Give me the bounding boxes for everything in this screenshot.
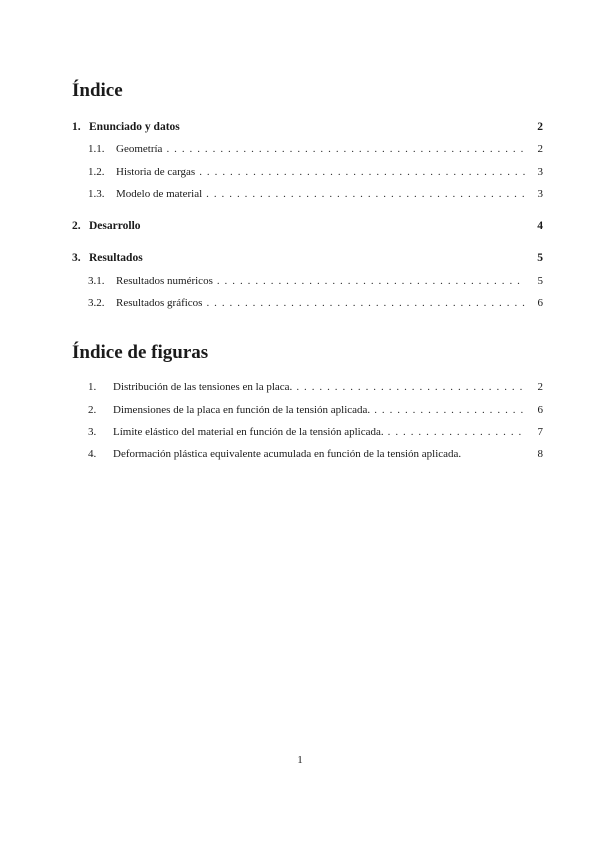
- toc-entry-number: 3.2.: [88, 297, 105, 309]
- toc-entry-number: 3.: [72, 252, 81, 264]
- lof-entry-1[interactable]: [88, 381, 543, 393]
- toc-entry-number: 1.1.: [88, 143, 105, 155]
- toc-entry-text: Enunciado y datos: [89, 121, 180, 133]
- lof-entry-4[interactable]: [88, 448, 543, 460]
- lof-entry-number: 1.: [88, 381, 97, 393]
- toc-entry-1-1[interactable]: [88, 143, 543, 155]
- lof-entry-text: Dimensiones de la placa en función de la tensión aplicada.: [113, 404, 371, 416]
- toc-entry-page: 5: [537, 275, 543, 287]
- lof-entry-page: 8: [537, 448, 543, 460]
- toc-entry-3-2[interactable]: [88, 297, 543, 309]
- toc-leader: [166, 143, 525, 155]
- lof-entry-number: 4.: [88, 448, 97, 460]
- lof-title: Índice de figuras: [72, 342, 209, 363]
- toc-entry-2[interactable]: [72, 220, 543, 232]
- lof-entry-number: 3.: [88, 426, 97, 438]
- lof-entry-number: 2.: [88, 404, 97, 416]
- toc-leader: [217, 275, 525, 287]
- toc-entry-page: 3: [537, 188, 543, 200]
- toc-entry-text: Geometría: [116, 143, 163, 155]
- toc-entry-number: 3.1.: [88, 275, 105, 287]
- toc-entry-3[interactable]: [72, 252, 543, 264]
- toc-entry-1-3[interactable]: [88, 188, 543, 200]
- lof-entry-2[interactable]: [88, 404, 543, 416]
- page-number: 1: [297, 754, 303, 766]
- toc-entry-1[interactable]: [72, 121, 543, 133]
- lof-leader: [296, 381, 525, 393]
- toc-leader: [199, 166, 525, 178]
- toc-entry-3-1[interactable]: [88, 275, 543, 287]
- toc-entry-page: 2: [537, 143, 543, 155]
- toc-entry-number: 2.: [72, 220, 81, 232]
- toc-entry-text: Desarrollo: [89, 220, 141, 232]
- lof-leader: [388, 426, 525, 438]
- toc-entry-number: 1.2.: [88, 166, 105, 178]
- toc-entry-page: 6: [537, 297, 543, 309]
- toc-entry-page: 5: [537, 252, 543, 264]
- toc-entry-text: Historia de cargas: [116, 166, 196, 178]
- lof-entry-page: 7: [537, 426, 543, 438]
- lof-entry-page: 2: [537, 381, 543, 393]
- toc-leader: [206, 297, 525, 309]
- lof-entry-page: 6: [537, 404, 543, 416]
- toc-entry-text: Resultados gráficos: [116, 297, 203, 309]
- toc-entry-text: Resultados numéricos: [116, 275, 213, 287]
- toc-entry-1-2[interactable]: [88, 166, 543, 178]
- lof-leader: [374, 404, 525, 416]
- lof-entry-text: Límite elástico del material en función de la tensión aplicada.: [113, 426, 384, 438]
- toc-entry-text: Modelo de material: [116, 188, 203, 200]
- toc-entry-number: 1.: [72, 121, 81, 133]
- toc-entry-page: 3: [537, 166, 543, 178]
- lof-entry-text: Distribución de las tensiones en la placa.: [113, 381, 293, 393]
- toc-entry-page: 4: [537, 220, 543, 232]
- lof-entry-3[interactable]: [88, 426, 543, 438]
- toc-entry-number: 1.3.: [88, 188, 105, 200]
- lof-entry-text: Deformación plástica equivalente acumulada en función de la tensión aplicada.: [113, 448, 462, 460]
- toc-leader: [206, 188, 525, 200]
- toc-entry-page: 2: [537, 121, 543, 133]
- toc-entry-text: Resultados: [89, 252, 143, 264]
- toc-title: Índice: [72, 80, 123, 101]
